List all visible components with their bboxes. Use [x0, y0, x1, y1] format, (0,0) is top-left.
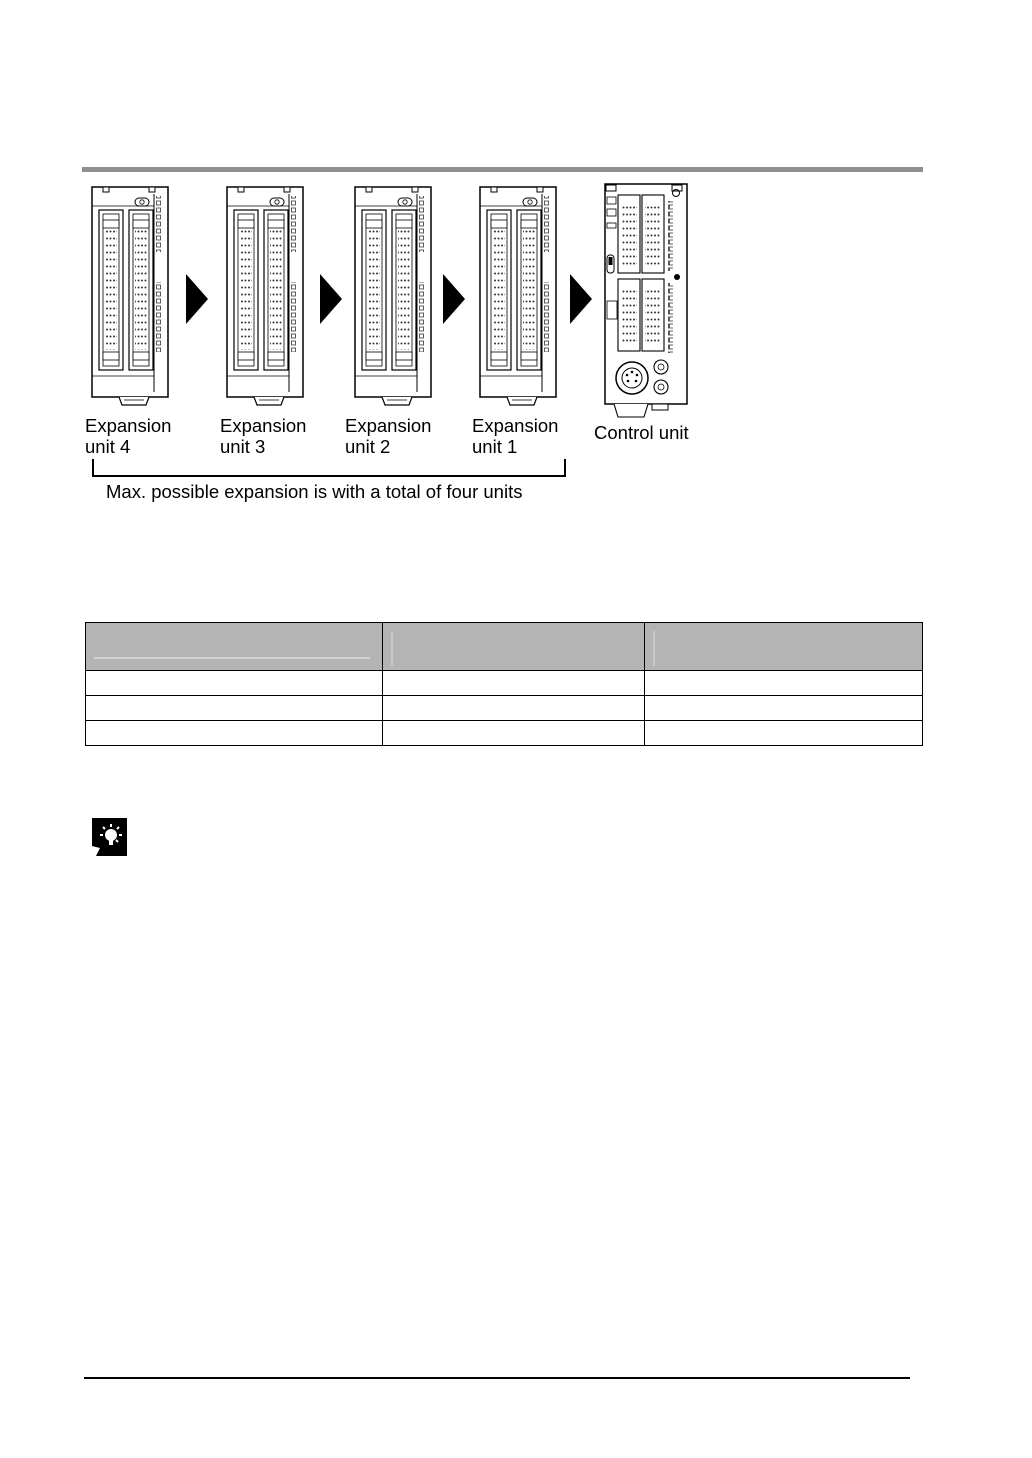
expansion-unit-2-drawing	[354, 186, 434, 411]
table-row	[86, 721, 923, 746]
expansion-figure	[82, 180, 702, 505]
expansion-unit-3-label	[220, 415, 306, 457]
label-line: Expansion	[85, 415, 172, 436]
expansion-unit-4-label	[85, 415, 171, 457]
table-cell	[86, 696, 383, 721]
label-line: Expansion	[220, 415, 307, 436]
expansion-unit-1-label	[472, 415, 558, 457]
spec-table	[85, 622, 923, 746]
section-top-rule	[82, 167, 923, 172]
expansion-unit-1-drawing	[479, 186, 559, 411]
expansion-unit-4-drawing	[91, 186, 171, 411]
table-row	[86, 671, 923, 696]
table-header-cell	[645, 623, 923, 671]
control-unit-label: Control unit	[594, 422, 689, 443]
label-line: Expansion	[472, 415, 559, 436]
arrow-right-icon	[570, 274, 592, 324]
table-cell	[645, 721, 923, 746]
table-cell	[645, 671, 923, 696]
table-cell	[86, 721, 383, 746]
expansion-unit-2-label	[345, 415, 431, 457]
table-header-row	[86, 623, 923, 671]
label-line: unit 3	[220, 436, 266, 457]
table-header-cell	[86, 623, 383, 671]
table-cell	[383, 721, 645, 746]
table-row	[86, 696, 923, 721]
arrow-right-icon	[320, 274, 342, 324]
label-line: unit 2	[345, 436, 391, 457]
bracket-caption: Max. possible expansion is with a total of four units	[106, 481, 523, 502]
table-header-cell	[383, 623, 645, 671]
expansion-bracket	[92, 459, 566, 477]
table-cell	[383, 671, 645, 696]
label-line: unit 1	[472, 436, 518, 457]
label-line: unit 4	[85, 436, 131, 457]
expansion-unit-3-drawing	[226, 186, 306, 411]
footer-rule	[84, 1377, 910, 1379]
label-line: Expansion	[345, 415, 432, 436]
arrow-right-icon	[443, 274, 465, 324]
table-cell	[86, 671, 383, 696]
arrow-right-icon	[186, 274, 208, 324]
table-cell	[645, 696, 923, 721]
lightbulb-tip-icon	[92, 818, 127, 856]
control-unit-drawing	[604, 183, 690, 419]
table-cell	[383, 696, 645, 721]
